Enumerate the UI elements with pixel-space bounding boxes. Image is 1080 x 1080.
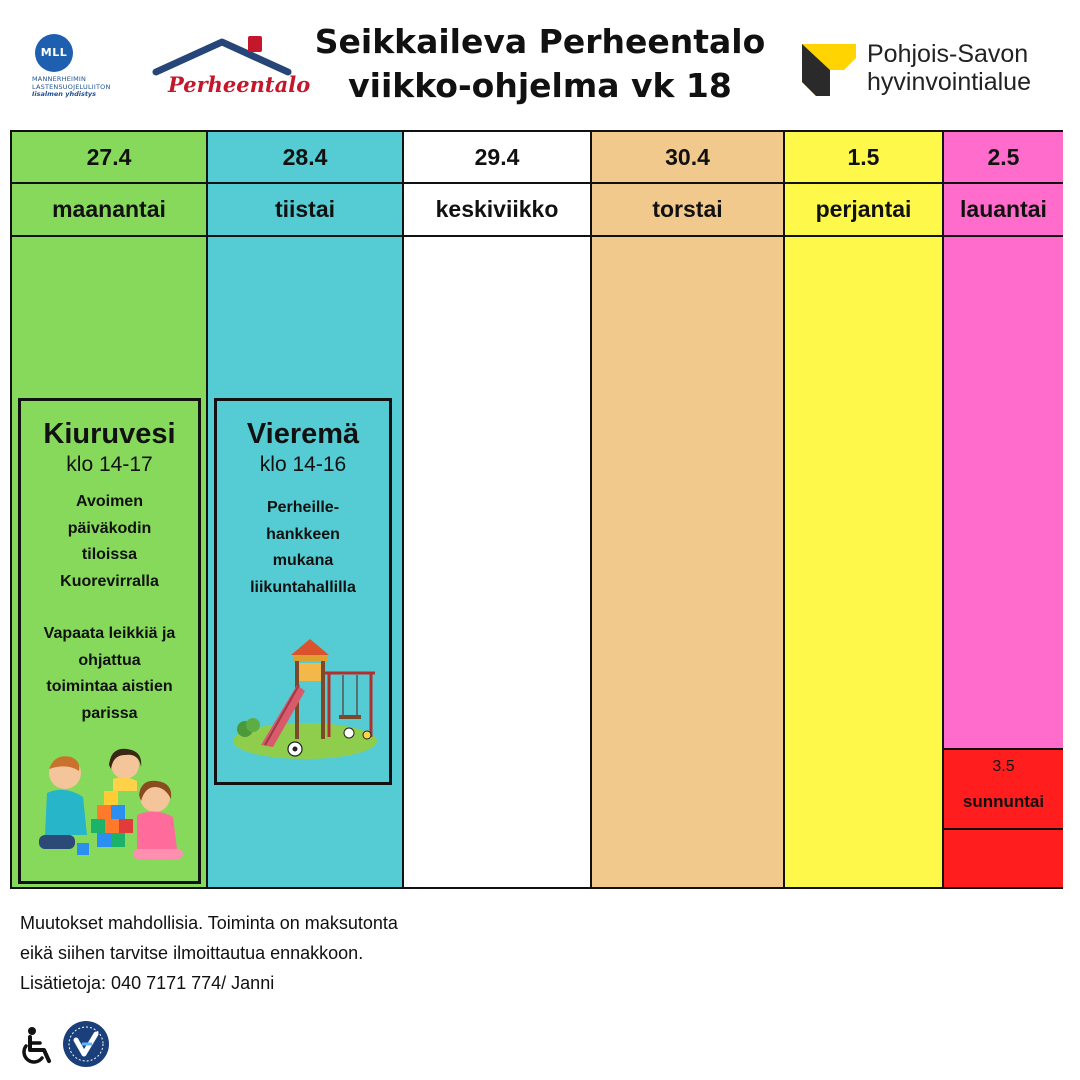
day-column-wednesday bbox=[404, 132, 592, 887]
mll-logo-line1: MANNERHEIMIN bbox=[32, 75, 87, 83]
desc-line: Vapaata leikkiä ja bbox=[43, 625, 176, 642]
safe-space-badge-icon bbox=[62, 1020, 110, 1068]
day-name-cell: torstai bbox=[592, 184, 783, 237]
day-column-saturday bbox=[944, 132, 1063, 887]
event-description bbox=[217, 495, 389, 601]
day-column-thursday bbox=[592, 132, 785, 887]
desc-line: toimintaa aistien bbox=[46, 678, 173, 695]
mll-logo-mark: MLL bbox=[35, 34, 73, 72]
sunday-day-name: sunnuntai bbox=[962, 792, 1045, 811]
day-name-cell: keskiviikko bbox=[404, 184, 590, 237]
date-cell: 27.4 bbox=[12, 132, 206, 184]
footer-line1: Muutokset mahdollisia. Toiminta on maksutonta bbox=[20, 913, 398, 933]
footer-info bbox=[20, 908, 398, 998]
date-cell: 30.4 bbox=[592, 132, 783, 184]
desc-line: ohjattua bbox=[78, 651, 141, 669]
day-column-monday bbox=[12, 132, 208, 887]
day-name-cell: lauantai bbox=[944, 184, 1063, 237]
event-card-vierema bbox=[214, 398, 392, 785]
day-column-tuesday bbox=[208, 132, 404, 887]
mll-logo-line3: Iisalmen yhdistys bbox=[32, 90, 97, 98]
title-line2: viikko-ohjelma vk 18 bbox=[348, 66, 732, 105]
sunday-section bbox=[944, 748, 1063, 887]
desc-line: liikuntahallilla bbox=[250, 578, 356, 596]
sunday-divider bbox=[944, 828, 1063, 830]
event-card-kiuruvesi bbox=[18, 398, 201, 884]
desc-line: hankkeen bbox=[266, 525, 340, 543]
event-time: klo 14-16 bbox=[259, 453, 347, 476]
sunday-date: 3.5 bbox=[992, 758, 1015, 775]
pohjois-savon-logo bbox=[800, 38, 1060, 104]
mll-logo bbox=[28, 34, 128, 114]
date-cell: 29.4 bbox=[404, 132, 590, 184]
date-cell: 28.4 bbox=[208, 132, 402, 184]
event-time: klo 14-17 bbox=[66, 453, 153, 476]
footer-line2: eikä siihen tarvitse ilmoittautua ennakkoon. bbox=[20, 943, 364, 963]
schedule-grid bbox=[10, 130, 1063, 889]
footer-line3: Lisätietoja: 040 7171 774/ Janni bbox=[20, 973, 275, 993]
children-playing-illustration bbox=[37, 745, 187, 865]
desc-line: Perheille- bbox=[266, 499, 340, 516]
wheelchair-icon bbox=[18, 1026, 58, 1066]
event-place: Kiuruvesi bbox=[43, 418, 176, 450]
psh-logo-text bbox=[867, 40, 1031, 96]
psh-mark-icon bbox=[800, 40, 860, 100]
date-cell: 2.5 bbox=[944, 132, 1063, 184]
title-line1: Seikkaileva Perheentalo bbox=[314, 22, 766, 61]
perheentalo-logo bbox=[150, 32, 311, 112]
mll-logo-line2: LASTENSUOJELULIITON bbox=[32, 82, 111, 91]
desc-line: päiväkodin bbox=[67, 519, 152, 537]
mll-logo-text bbox=[32, 76, 132, 99]
playground-illustration bbox=[225, 633, 385, 763]
day-name-cell: maanantai bbox=[12, 184, 206, 237]
desc-line: Kuorevirralla bbox=[60, 572, 159, 590]
page-title bbox=[295, 20, 785, 108]
day-name-cell: perjantai bbox=[785, 184, 942, 237]
day-name-cell: tiistai bbox=[208, 184, 402, 237]
desc-line: mukana bbox=[272, 552, 334, 569]
psh-logo-line1: Pohjois-Savon bbox=[867, 40, 1029, 68]
desc-line: tiloissa bbox=[81, 546, 138, 563]
event-description bbox=[21, 489, 198, 727]
day-column-friday bbox=[785, 132, 944, 887]
desc-line: parissa bbox=[81, 704, 138, 722]
date-cell: 1.5 bbox=[785, 132, 942, 184]
event-place: Vieremä bbox=[246, 418, 360, 450]
desc-line: Avoimen bbox=[76, 493, 143, 510]
perheentalo-logo-text: Perheentalo bbox=[168, 72, 311, 97]
psh-logo-line2: hyvinvointialue bbox=[867, 68, 1031, 96]
